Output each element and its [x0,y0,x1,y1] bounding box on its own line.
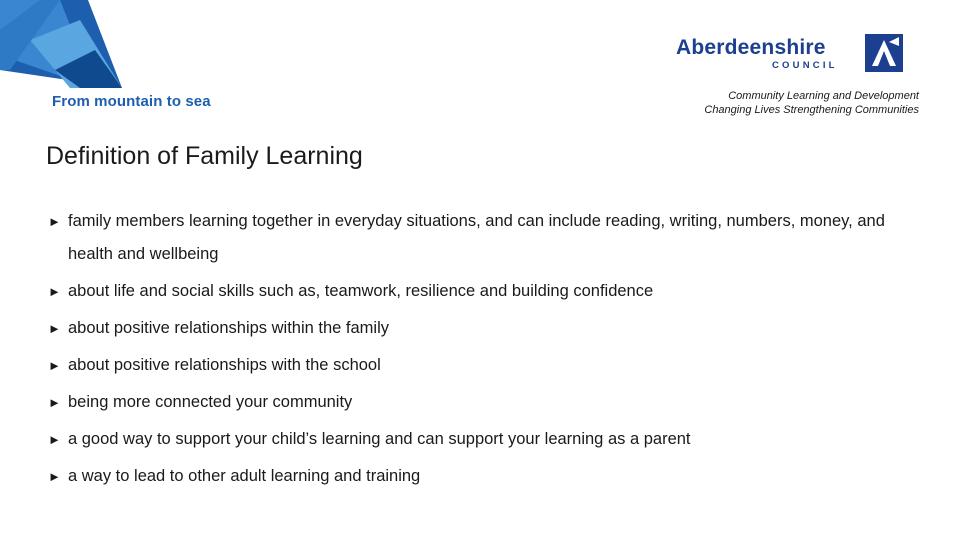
bullet-item [48,460,908,493]
bullet-marker-icon: ► [48,214,61,229]
bullet-item [48,423,908,456]
bullet-text: a good way to support your child’s learning and can support your learning as a parent [68,430,691,448]
bullet-item [48,205,908,271]
bullet-item [48,386,908,419]
bullet-marker-icon: ► [48,284,61,299]
bullet-marker-icon: ► [48,432,61,447]
bullet-item [48,312,908,345]
bullet-marker-icon: ► [48,358,61,373]
bullet-text: family members learning together in everyday situations, and can include reading, writing, numbers, money, and health and wellbeing [68,212,885,263]
council-emblem-icon [865,34,903,72]
bullet-marker-icon: ► [48,321,61,336]
bullet-text: about positive relationships within the family [68,319,390,337]
department-text [704,89,919,117]
bullet-item [48,349,908,382]
bullet-marker-icon: ► [48,469,61,484]
slide-title: Definition of Family Learning [46,142,363,170]
bullet-marker-icon: ► [48,395,61,410]
bullet-text: about positive relationships with the school [68,356,381,374]
bullet-text: about life and social skills such as, teamwork, resilience and building confidence [68,282,654,300]
department-line-2: Changing Lives Strengthening Communities [704,104,919,116]
council-sub: COUNCIL [772,60,838,71]
bullet-list [48,205,908,497]
tagline: From mountain to sea [52,93,211,110]
bullet-item [48,275,908,308]
bullet-text: a way to lead to other adult learning and training [68,467,421,485]
council-name: Aberdeenshire [676,36,826,59]
department-line-1: Community Learning and Development [728,90,919,102]
bullet-text: being more connected your community [68,393,353,411]
corner-graphic [0,0,140,100]
council-logo [676,32,916,76]
